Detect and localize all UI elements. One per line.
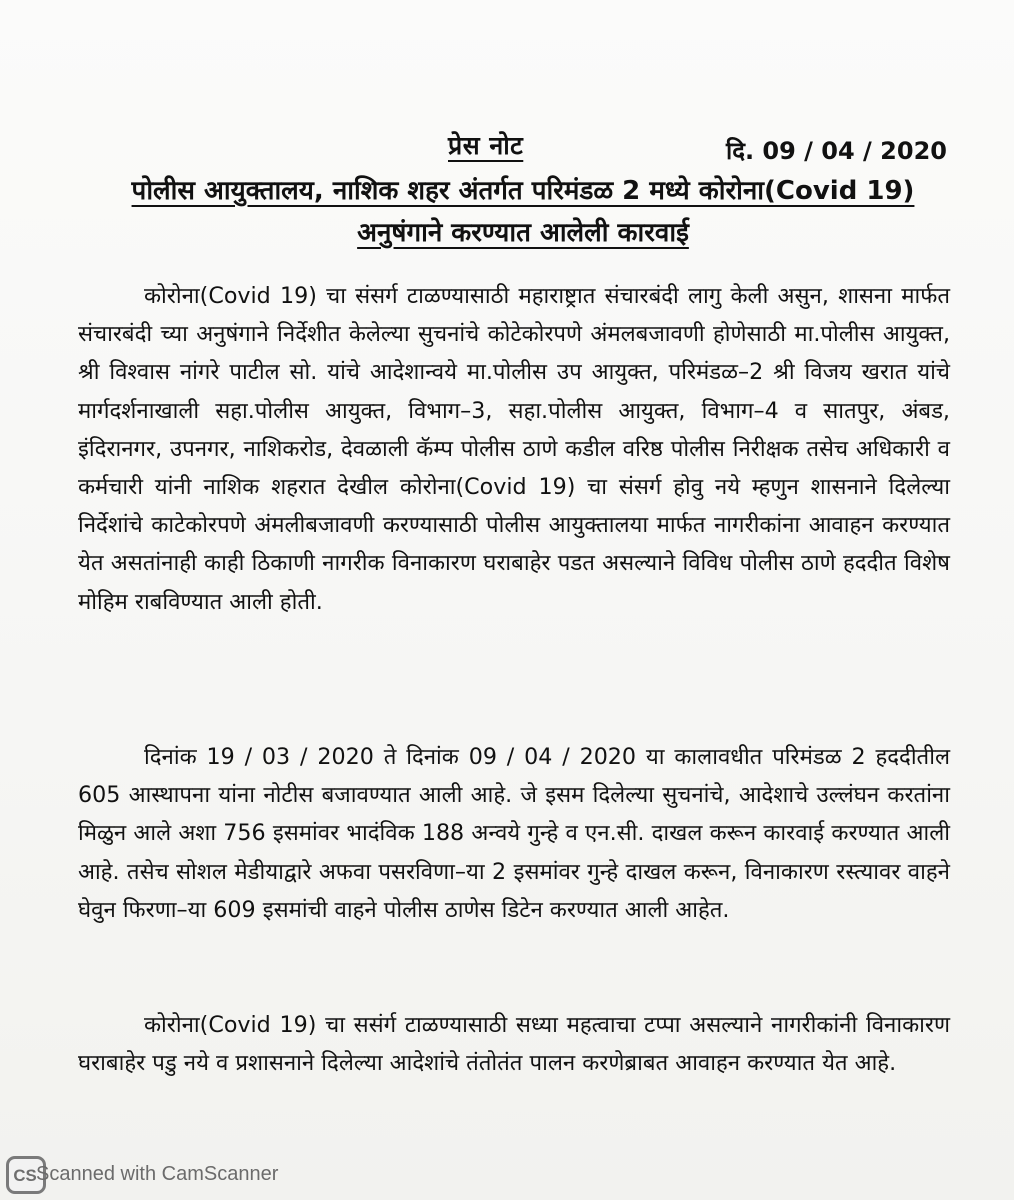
document-date: दि. 09 / 04 / 2020 bbox=[726, 137, 947, 165]
camscanner-logo-text: CS bbox=[13, 1165, 37, 1185]
body-paragraph-2: दिनांक 19 / 03 / 2020 ते दिनांक 09 / 04 / 2020 या कालावधीत परिमंडळ 2 हददीतील 605 आस्थापना यांना नोटीस बजावण्यात आली आहे. जे इसम दिलेल्या सुचनांचे, आदेशाचे उल्लंघन करतांना मिळुन आले अशा 756 इसमांवर भादंविक 188 अन्वये गुन्हे व एन.सी. दाखल करून कारवाई करण्यात आली आहे. तसेच सोशल मेडीयाद्वारे अफवा पसरविणा–या 2 इसमांवर गुन्हे दाखल करून, विनाकारण रस्त्यावर वाहने घेवुन फिरणा–या 609 इसमांची वाहने पोलीस ठाणेस डिटेन करण्यात आली आहेत. bbox=[78, 744, 950, 923]
body-paragraph-3: कोरोना(Covid 19) चा ससंर्ग टाळण्यासाठी सध्या महत्वाचा टप्पा असल्याने नागरीकांनी विनाकारण घराबाहेर पडु नये व प्रशासनाने दिलेल्या आदेशांचे तंतोतंत पालन करणेब्राबत आवाहन करण्यात येत आहे. bbox=[78, 1012, 950, 1077]
document-subject: पोलीस आयुक्तालय, नाशिक शहर अंतर्गत परिमंडळ 2 मध्ये कोरोना(Covid 19) अनुषंगाने करण्यात आलेली कारवाई bbox=[131, 176, 915, 248]
body-paragraph-1: कोरोना(Covid 19) चा संसर्ग टाळण्यासाठी महाराष्ट्रात संचारबंदी लागु केली असुन, शासना मार्फत संचारबंदी च्या अनुषंगाने निर्देशीत केलेल्या सुचनांचे कोटेकोरपणे अंमलबजावणी होणेसाठी मा.पोलीस आयुक्त, श्री विश्वास नांगरे पाटील सो. यांचे आदेशान्वये मा.पोलीस उप आयुक्त, परिमंडळ–2 श्री विजय खरात यांचे मार्गदर्शनाखाली सहा.पोलीस आयुक्त, विभाग–3, सहा.पोलीस आयुक्त, विभाग–4 व सातपुर, अंबड, इंदिरानगर, उपनगर, नाशिकरोड, देवळाली कॅम्प पोलीस ठाणे कडील वरिष्ठ पोलीस निरीक्षक तसेच अधिकारी व कर्मचारी यांनी नाशिक शहरात देखील कोरोना(Covid 19) चा संसर्ग होवु नये म्हणुन शासनाने दिलेल्या निर्देशांचे काटेकोरपणे अंमलीबजावणी करण्यासाठी पोलीस आयुक्तालया मार्फत नागरीकांना आवाहन करण्यात येत असतांनाही काही ठिकाणी नागरीक विनाकारण घराबाहेर पडत असल्याने विविध पोलीस ठाणे हददीत विशेष मोहिम राबविण्यात आली होती. bbox=[78, 283, 950, 615]
camscanner-watermark: Scanned with CamScanner bbox=[36, 1163, 279, 1185]
document-title: प्रेस नोट bbox=[448, 131, 524, 160]
